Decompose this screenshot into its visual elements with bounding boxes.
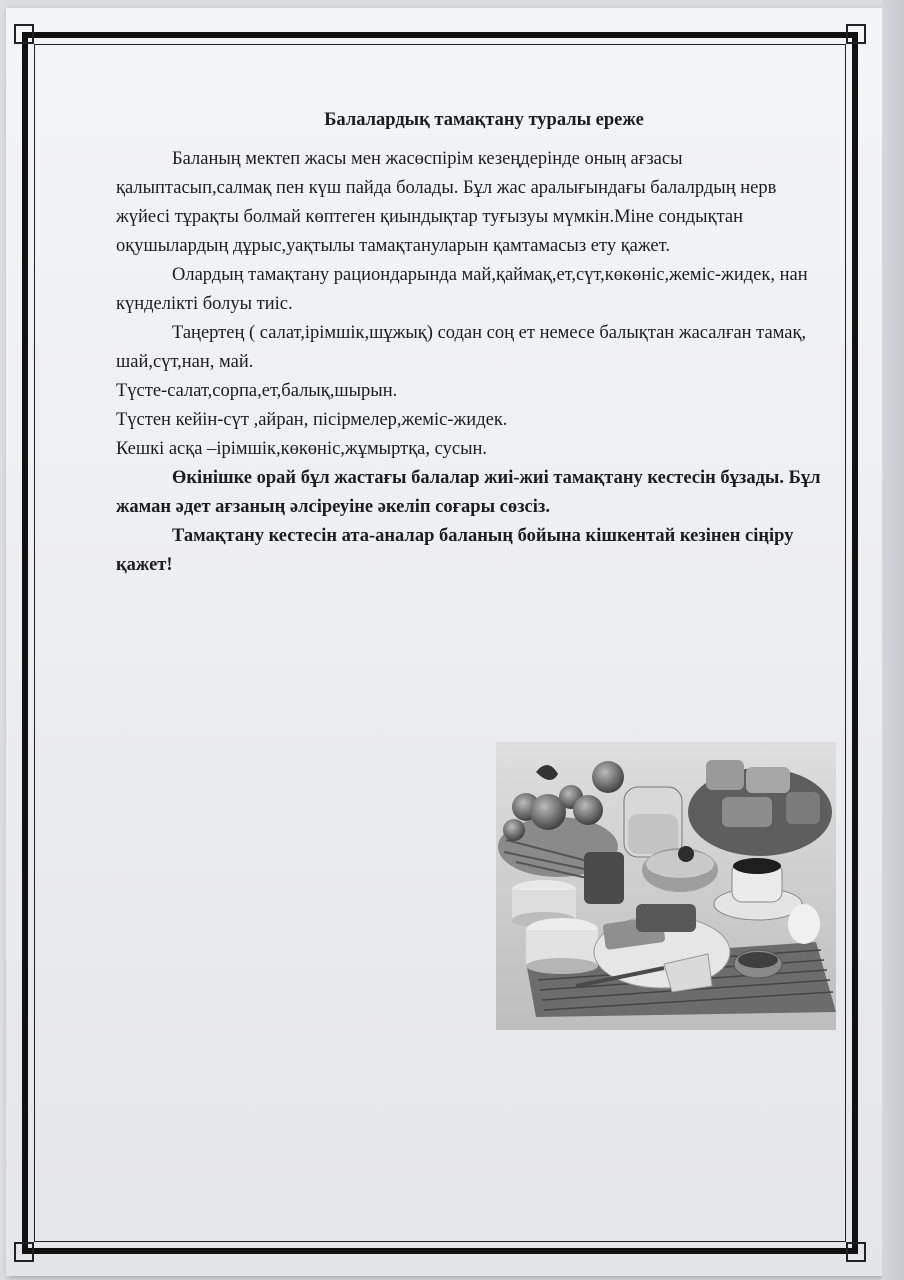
background-edge	[882, 0, 904, 1280]
paragraph-warning: Өкінішке орай бұл жастағы балалар жиі-жиі тамақтану кестесін бұзады. Бұл жаман әдет ағзаның әлсіреуіне әкеліп соғары сөзсіз.	[116, 468, 821, 517]
meal-line-lunch: Түсте-салат,сорпа,ет,балық,шырын.	[116, 381, 398, 401]
corner-ornament	[14, 1242, 34, 1262]
meal-line-dinner: Кешкі асқа –ірімшік,көкөніс,жұмыртқа, сусын.	[116, 439, 488, 459]
corner-ornament	[846, 24, 866, 44]
document-title: Балалардық тамақтану туралы ереже	[324, 110, 644, 130]
paragraph-ration: Олардың тамақтану рациондарында май,қаймақ,ет,сүт,көкөніс,жеміс-жидек, нан күнделікті болуы тиіс.	[116, 265, 808, 314]
paragraph-intro: Баланың мектеп жасы мен жасөспірім кезеңдерінде оның ағзасы қалыптасып,салмақ пен күш пайда болады. Бұл жас аралығындағы балалрдың нерв жүйесі тұрақты болмай көптеген қиындықтар туғызуы мүмкін.Міне сондықтан оқушылардың дұрыс,уақтылы тамақтануларын қамтамасыз ету қажет.	[116, 149, 777, 256]
breakfast-food-photo	[496, 742, 836, 1030]
food-illustration	[496, 742, 836, 1030]
document-body	[116, 106, 832, 580]
paragraph-conclusion: Тамақтану кестесін ата-аналар баланың бойына кішкентай кезінен сіңіру қажет!	[116, 526, 794, 575]
corner-ornament	[846, 1242, 866, 1262]
meal-line-afternoon: Түстен кейін-сүт ,айран, пісірмелер,жеміс-жидек.	[116, 410, 508, 430]
paragraph-morning: Таңертең ( салат,ірімшік,шұжық) содан соң ет немесе балықтан жасалған тамақ, шай,сүт,нан, май.	[116, 323, 807, 372]
corner-ornament	[14, 24, 34, 44]
